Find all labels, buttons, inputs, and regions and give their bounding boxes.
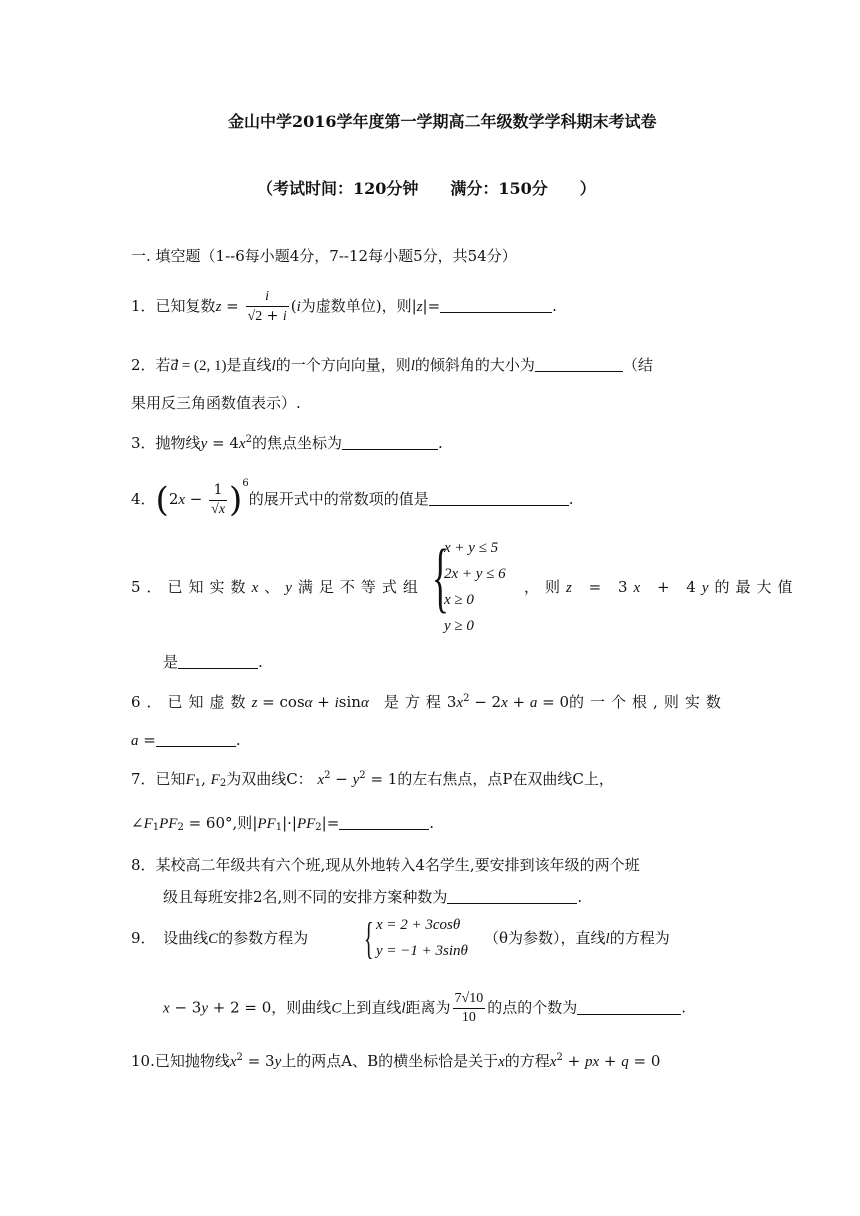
fraction: $\frac{i}{√2 + i}$ (247, 289, 287, 325)
question-number: 3． (131, 434, 156, 452)
question-number: 10. (131, 1052, 155, 1070)
question-5-line2: 是 . (163, 653, 263, 671)
question-number: 4． (131, 490, 156, 508)
question-1: 1．已知复数z = $\frac{i}{√2 + i}$ (i为虚数单位)，则|z|= . (131, 288, 557, 326)
inequality-system: { x + y ≤ 5 2x + y ≤ 6 x ≥ 0 y ≥ 0 (432, 533, 506, 634)
question-text: 为虚数单位)，则 (300, 297, 412, 316)
answer-blank (156, 732, 236, 747)
answer-blank (447, 889, 577, 904)
section-heading: 一. 填空题（1--6每小题4分，7--12每小题5分，共54分） (131, 247, 517, 265)
question-9-tail: （θ为参数），直线l的方程为 (484, 929, 670, 947)
question-7: 7．已知$F_1$, $F_2$为双曲线C： $x^2 - y^2 = 1$的左右焦点，点P在双曲线C上， (131, 770, 614, 789)
question-8-line2: 级且每班安排2名,则不同的安排方案种数为 . (163, 888, 583, 906)
exam-subtitle: （考试时间：120分钟 满分：150分 ） (257, 179, 596, 198)
question-5-tail: ，则z = 3x + 4y的最大值 (524, 578, 799, 596)
answer-blank (535, 357, 623, 372)
question-number: 6． (131, 693, 168, 711)
answer-blank (339, 815, 429, 830)
question-6-line2: a = . (131, 731, 241, 749)
question-8: 8．某校高二年级共有六个班,现从外地转入4名学生,要安排到该年级的两个班 (131, 856, 640, 874)
question-number: 1． (131, 297, 156, 316)
question-number: 2． (131, 356, 156, 374)
fraction: $\frac{1}{√x}$ (211, 482, 226, 517)
parametric-system: { x = 2 + 3cosθ y = −1 + 3sinθ (364, 914, 468, 963)
question-7-line2: $\angle F_1PF_2 = 60^\circ$,则$|PF_1|\cdot|PF_2|=$ . (131, 814, 435, 833)
question-number: 5． (131, 578, 168, 596)
question-2-line2: 果用反三角函数值表示）. (131, 394, 301, 412)
answer-blank (178, 654, 258, 669)
question-4: 4．(2x − $\frac{1}{√x}$ )$^6$的展开式中的常数项的值是 . (131, 478, 574, 520)
question-5: 5．已知实数x、y满足不等式组 (131, 578, 424, 596)
answer-blank (440, 298, 552, 313)
question-3: 3．抛物线$y = 4x^2$的焦点坐标为 . (131, 434, 443, 452)
answer-blank (577, 1000, 681, 1015)
answer-blank (429, 491, 569, 506)
question-9: 9． 设曲线C的参数方程为 (131, 929, 309, 947)
question-2: 2．若d⃗ = (2, 1)是直线l的一个方向向量，则l的倾斜角的大小为 （结 (131, 356, 653, 374)
question-number: 9． (131, 929, 149, 947)
exam-title: 金山中学2016学年度第一学期高二年级数学学科期末考试卷 (228, 112, 657, 131)
question-text: 已知复数 (155, 297, 216, 316)
question-number: 8． (131, 856, 156, 874)
question-number: 7． (131, 770, 156, 788)
answer-blank (342, 435, 438, 450)
fraction: $\frac{7√10}{10}$ (454, 991, 484, 1026)
question-6: 6．已知虚数z = cosα + isinα 是方程$3x^2 - 2x + a = 0$的一个根,则实数 (131, 693, 727, 711)
question-10: 10.已知抛物线$x^2 = 3y$上的两点A、B的横坐标恰是关于x的方程$x^2$ + px + q = 0 (131, 1052, 661, 1070)
question-9-line2: x − 3y + 2 = 0，则曲线C上到直线l距离为 $\frac{7√10}{10}$ 的点的个数为 . (163, 990, 686, 1027)
